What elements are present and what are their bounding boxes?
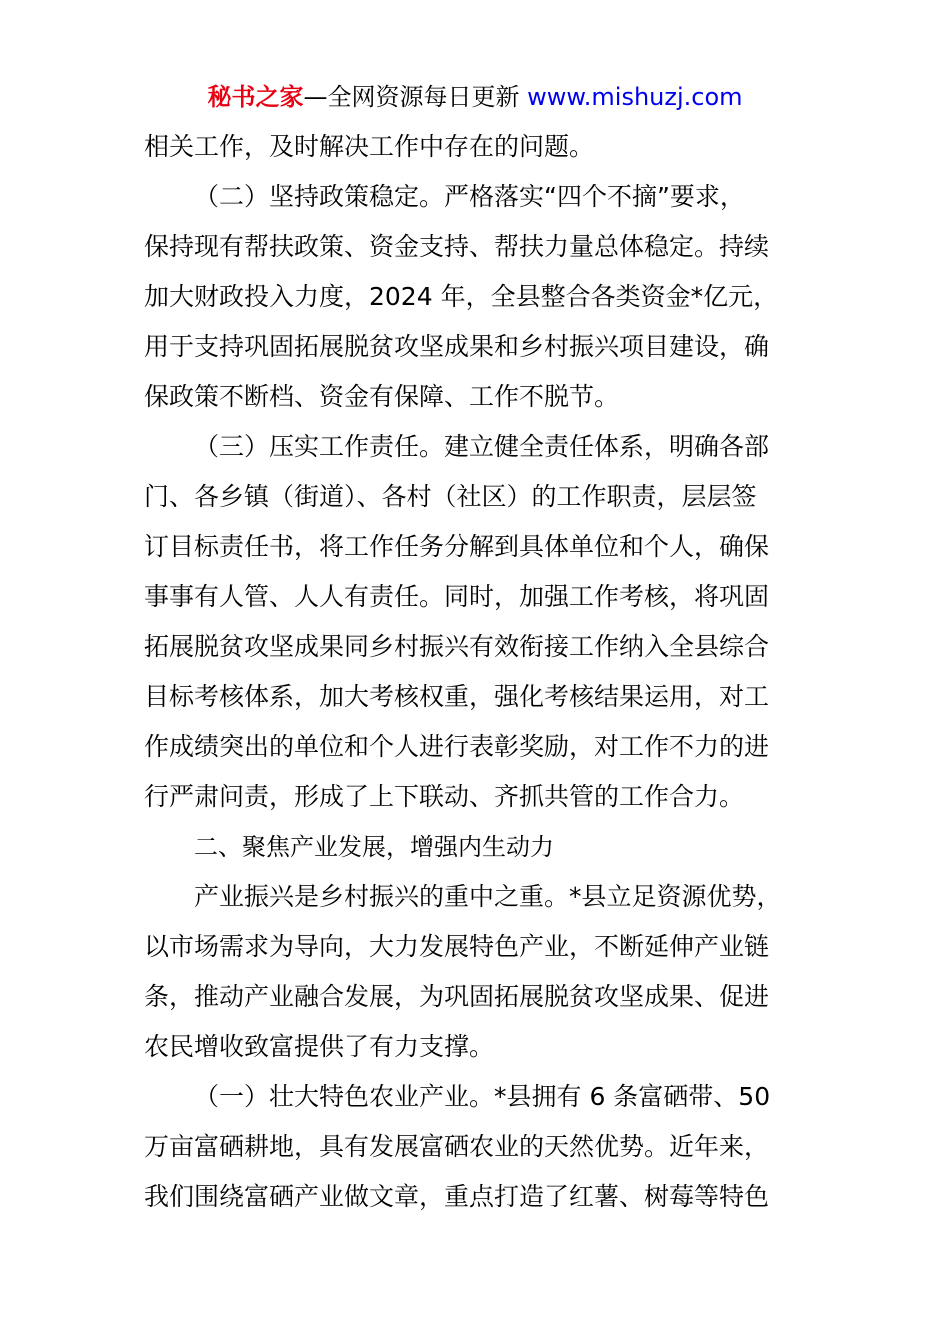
text-line: 用于支持巩固拓展脱贫攻坚成果和乡村振兴项目建设，确 xyxy=(144,332,770,361)
text-line: （二）坚持政策稳定。严格落实“四个不摘”要求， xyxy=(194,182,745,211)
site-tagline: —全网资源每日更新 xyxy=(303,83,528,111)
text-line: 保持现有帮扶政策、资金支持、帮扶力量总体稳定。持续 xyxy=(144,232,770,261)
text-line: 农民增收致富提供了有力支撑。 xyxy=(144,1032,495,1061)
text-line: 产业振兴是乡村振兴的重中之重。*县立足资源优势， xyxy=(194,882,782,911)
site-header xyxy=(0,80,950,114)
text-line: 订目标责任书，将工作任务分解到具体单位和个人，确保 xyxy=(144,532,770,561)
text-line: 相关工作，及时解决工作中存在的问题。 xyxy=(144,132,595,161)
text-line: （三）压实工作责任。建立健全责任体系，明确各部 xyxy=(194,432,770,461)
text-line: 加大财政投入力度，2024 年，全县整合各类资金*亿元， xyxy=(144,282,779,311)
text-line: 条，推动产业融合发展，为巩固拓展脱贫攻坚成果、促进 xyxy=(144,982,770,1011)
document-body xyxy=(144,127,808,1227)
section-heading: 二、聚焦产业发展，增强内生动力 xyxy=(194,833,554,861)
text-line: 作成绩突出的单位和个人进行表彰奖励，对工作不力的进 xyxy=(144,732,770,761)
text-line: 万亩富硒耕地，具有发展富硒农业的天然优势。近年来， xyxy=(144,1132,770,1161)
text-line: 拓展脱贫攻坚成果同乡村振兴有效衔接工作纳入全县综合 xyxy=(144,632,770,661)
text-line: 事事有人管、人人有责任。同时，加强工作考核，将巩固 xyxy=(144,582,770,611)
text-line: 目标考核体系，加大考核权重，强化考核结果运用，对工 xyxy=(144,682,770,711)
text-line: 门、各乡镇（街道）、各村（社区）的工作职责，层层签 xyxy=(144,482,757,511)
text-line: 保政策不断档、资金有保障、工作不脱节。 xyxy=(144,382,620,411)
text-line: 行严肃问责，形成了上下联动、齐抓共管的工作合力。 xyxy=(144,782,745,811)
site-url-link[interactable]: www.mishuzj.com xyxy=(527,83,743,111)
text-line: （一）壮大特色农业产业。*县拥有 6 条富硒带、50 xyxy=(194,1082,771,1111)
text-line: 以市场需求为导向，大力发展特色产业，不断延伸产业链 xyxy=(144,932,770,961)
site-brand: 秘书之家 xyxy=(207,83,304,111)
text-line: 我们围绕富硒产业做文章，重点打造了红薯、树莓等特色 xyxy=(144,1182,770,1211)
